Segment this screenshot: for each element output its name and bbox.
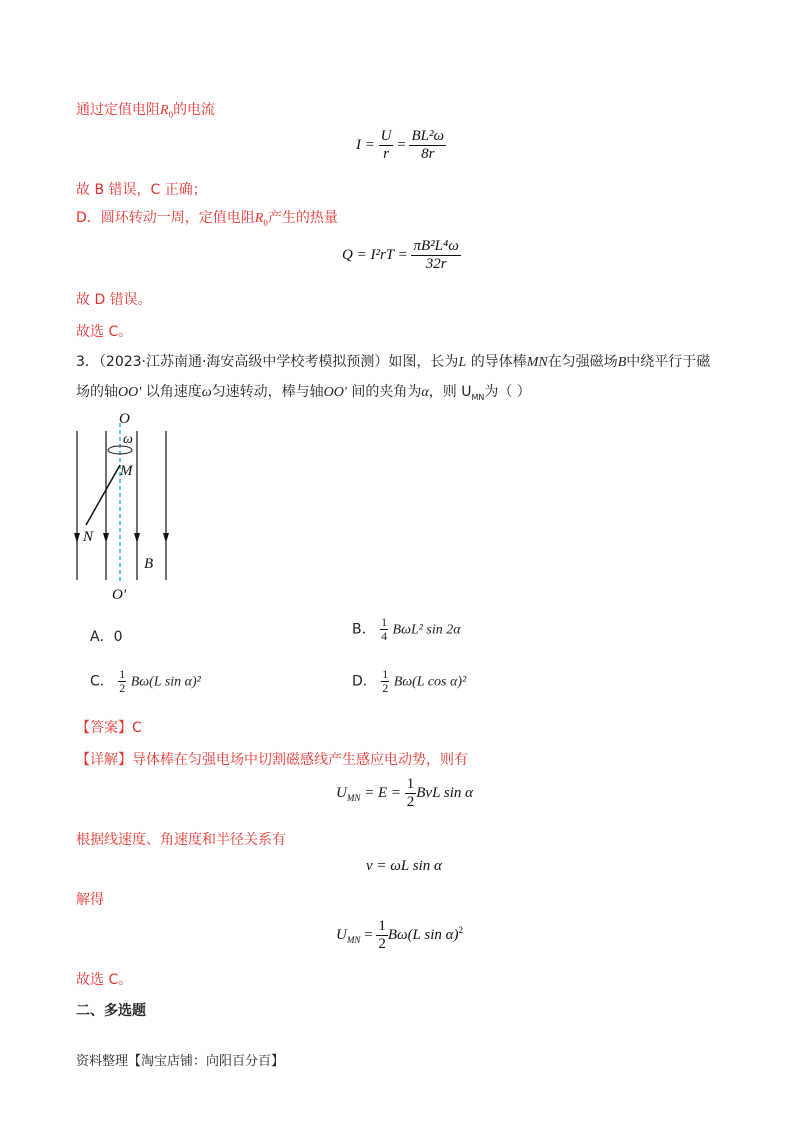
eq5-sub: MN bbox=[346, 934, 361, 945]
question-b: 在匀强磁场 bbox=[547, 354, 618, 370]
field-arrow-4 bbox=[163, 533, 169, 543]
eq3-mid: = E = bbox=[364, 784, 402, 801]
text-line-current bbox=[76, 100, 215, 125]
option-d[interactable] bbox=[352, 668, 466, 695]
text-line-select-c: 故选 C。 bbox=[76, 324, 133, 340]
option-d-fraction bbox=[381, 668, 389, 695]
label-o-top: O bbox=[119, 411, 130, 427]
question-2d: 间的夹角为 bbox=[351, 384, 422, 400]
option-c-expr: Bω(L sin α)² bbox=[130, 674, 201, 690]
label-omega: ω bbox=[123, 432, 133, 447]
eq1-f2-den: 8r bbox=[421, 146, 435, 162]
option-a-label: A． bbox=[90, 629, 114, 645]
field-arrow-3 bbox=[134, 533, 140, 543]
symbol-r0: R bbox=[160, 103, 169, 118]
section-heading: 二、多选题 bbox=[76, 1003, 146, 1019]
symbol-oo: OO′ bbox=[118, 385, 142, 400]
eq5-num: 1 bbox=[378, 918, 386, 934]
field-arrow-2 bbox=[103, 533, 109, 543]
eq3-den: 2 bbox=[406, 794, 415, 810]
equation-result bbox=[336, 918, 463, 953]
eq1-fraction-1 bbox=[379, 128, 394, 163]
symbol-omega: ω bbox=[201, 385, 212, 400]
eq5-fraction bbox=[376, 918, 388, 953]
eq2-num: πB²L⁴ω bbox=[413, 238, 459, 254]
text-heat-head: D．圆环转动一周，定值电阻 bbox=[76, 210, 255, 226]
text-heat-tail: 产生的热量 bbox=[267, 210, 338, 226]
field-arrow-1 bbox=[74, 533, 80, 543]
relation-line: 根据线速度、角速度和半径关系有 bbox=[76, 832, 286, 848]
eq1-lhs: I = bbox=[356, 136, 375, 153]
solve-line: 解得 bbox=[76, 892, 104, 908]
option-b-den: 4 bbox=[381, 629, 388, 643]
eq1-f1-den: r bbox=[383, 146, 389, 162]
option-c-fraction bbox=[118, 668, 126, 695]
option-b[interactable] bbox=[352, 616, 461, 643]
answer-line: 【答案】C bbox=[76, 720, 142, 736]
eq1-f2-num: BL²ω bbox=[411, 128, 445, 144]
eq2-lhs: Q = I²rT = bbox=[342, 246, 408, 263]
option-b-expr: BωL² sin 2α bbox=[392, 622, 461, 638]
question-line-2 bbox=[76, 382, 531, 408]
symbol-b: B bbox=[617, 355, 627, 370]
question-2a: 场的轴 bbox=[76, 384, 118, 400]
symbol-oo-2: OO′ bbox=[323, 385, 347, 400]
option-d-num: 1 bbox=[382, 667, 389, 681]
option-c-den: 2 bbox=[119, 681, 126, 695]
eq1-equals: = bbox=[397, 136, 406, 153]
detail-head: 【详解】 bbox=[76, 752, 132, 768]
symbol-alpha: α bbox=[421, 385, 429, 400]
text-current-head: 通过定值电阻 bbox=[76, 102, 160, 118]
eq3-fraction bbox=[405, 776, 417, 811]
option-d-den: 2 bbox=[382, 681, 389, 695]
option-c[interactable] bbox=[90, 668, 201, 695]
text-line-heat bbox=[76, 208, 338, 233]
option-d-expr: Bω(L cos α)² bbox=[393, 674, 467, 690]
question-2c: 匀速转动，棒与轴 bbox=[211, 384, 324, 400]
detail-text: 导体棒在匀强电场中切割磁感线产生感应电动势，则有 bbox=[132, 752, 468, 768]
option-a[interactable] bbox=[90, 626, 123, 646]
equation-velocity bbox=[366, 858, 442, 875]
symbol-r0-sub-2: 0 bbox=[263, 217, 268, 228]
option-d-label: D． bbox=[352, 673, 377, 690]
eq5-den: 2 bbox=[378, 936, 386, 952]
eq5-mid: = bbox=[364, 926, 373, 943]
page-footer: 资料整理【淘宝店铺：向阳百分百】 bbox=[76, 1054, 285, 1069]
figure-rotating-rod bbox=[66, 405, 186, 605]
eq1-fraction-2 bbox=[409, 128, 446, 163]
question-line-1 bbox=[76, 352, 710, 373]
equation-current bbox=[356, 128, 446, 163]
text-current-tail: 的电流 bbox=[173, 102, 216, 118]
symbol-r0-2: R bbox=[254, 211, 264, 226]
option-b-fraction bbox=[380, 616, 388, 643]
option-b-label: B． bbox=[352, 621, 376, 638]
eq3-rhs: BvL sin α bbox=[416, 784, 474, 801]
eq4: v = ωL sin α bbox=[366, 858, 442, 874]
option-b-num: 1 bbox=[381, 615, 388, 629]
equation-emf bbox=[336, 776, 473, 811]
label-n: N bbox=[83, 529, 94, 545]
option-a-value: 0 bbox=[113, 629, 123, 645]
symbol-l: L bbox=[458, 355, 467, 370]
detail-line bbox=[76, 750, 468, 770]
conductor-rod bbox=[86, 465, 120, 525]
label-m: M bbox=[120, 463, 133, 479]
option-c-num: 1 bbox=[119, 667, 126, 681]
eq3-lhs: U bbox=[336, 784, 347, 801]
eq1-f1-num: U bbox=[380, 128, 392, 144]
question-2b: 以角速度 bbox=[145, 384, 202, 400]
label-o-bottom: O′ bbox=[112, 587, 127, 603]
question-a: 的导体棒 bbox=[470, 354, 527, 370]
question-2e: ，则 U bbox=[428, 384, 472, 400]
eq5-sup: 2 bbox=[458, 924, 464, 935]
eq5-rhs: Bω(L sin α) bbox=[387, 926, 459, 943]
question-c: 中绕平行于磁 bbox=[626, 354, 711, 370]
eq2-den: 32r bbox=[425, 256, 447, 272]
question-2f: 为（ ） bbox=[484, 384, 531, 400]
symbol-mn: MN bbox=[526, 355, 548, 370]
eq2-fraction bbox=[411, 238, 460, 273]
final-line: 故选 C。 bbox=[76, 972, 133, 988]
symbol-r0-sub: 0 bbox=[168, 109, 174, 120]
text-line-d-wrong: 故 D 错误。 bbox=[76, 292, 152, 308]
eq5-lhs: U bbox=[336, 926, 347, 943]
question-2-sub: MN bbox=[471, 392, 485, 402]
text-line-b-wrong: 故 B 错误，C 正确； bbox=[76, 182, 207, 198]
eq3-num: 1 bbox=[406, 776, 415, 792]
equation-heat bbox=[342, 238, 461, 273]
eq3-sub: MN bbox=[346, 792, 361, 803]
question-head: 3．（2023·江苏南通·海安高级中学校考模拟预测）如图，长为 bbox=[76, 354, 459, 370]
option-c-label: C． bbox=[90, 673, 114, 690]
label-b: B bbox=[144, 556, 154, 572]
